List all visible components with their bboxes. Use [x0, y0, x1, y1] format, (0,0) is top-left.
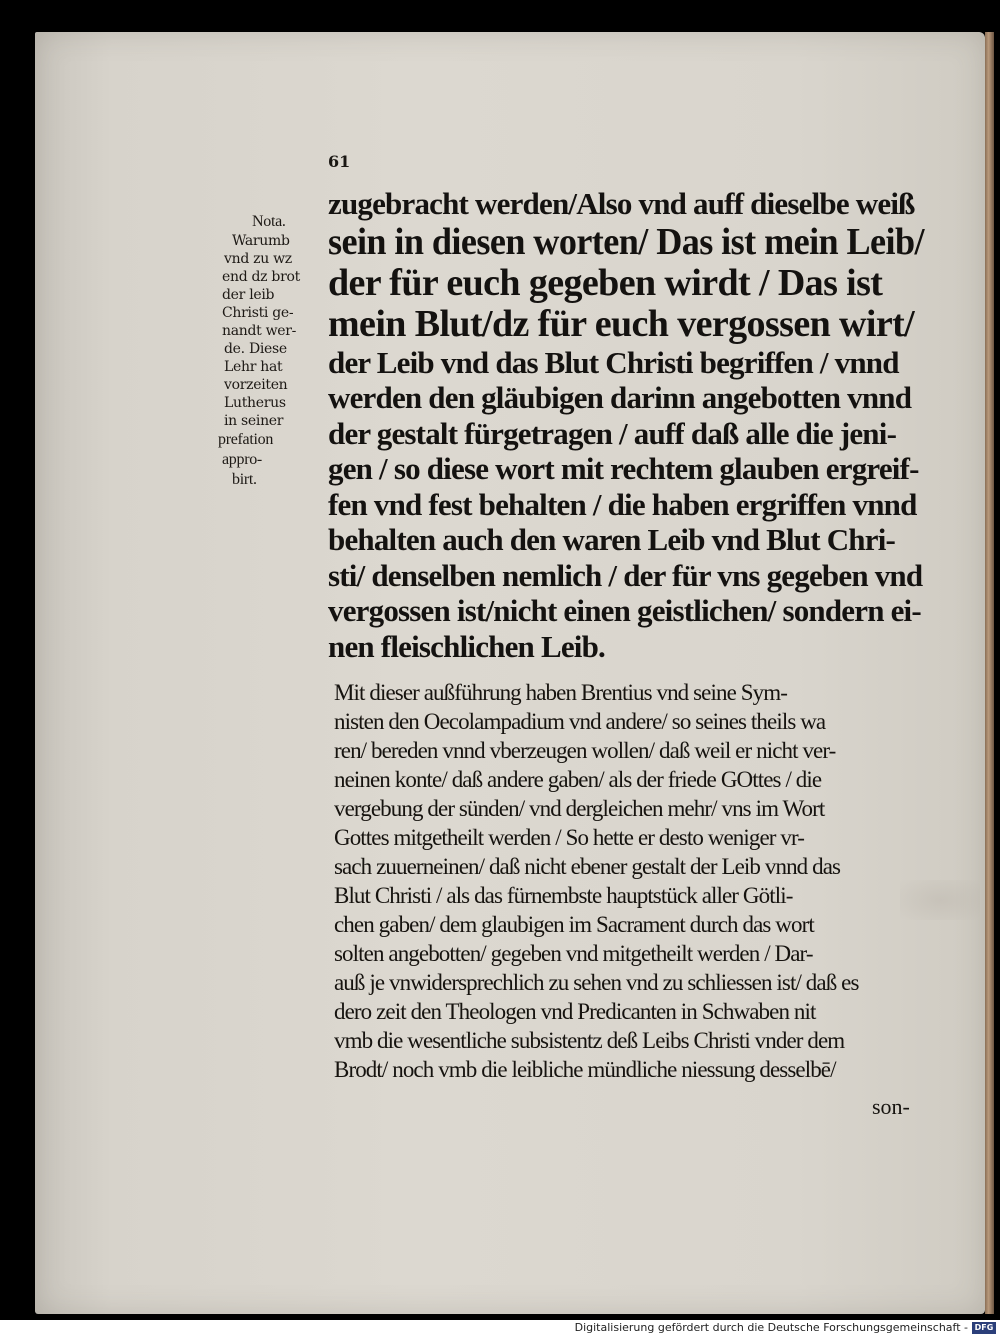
marginal-line: der leib [222, 287, 275, 303]
text-line: Gottes mitgetheilt werden / So hette er desto weniger vr- [334, 825, 805, 850]
marginal-line: Lutherus [224, 395, 286, 411]
marginal-line: Lehr hat [224, 359, 283, 375]
text-line: der gestalt fürgetragen / auff daß alle die jeni- [328, 415, 897, 451]
text-line: chen gaben/ dem glaubigen im Sacrament durch das wort [334, 912, 814, 937]
marginal-line: nandt wer- [222, 323, 297, 339]
marginal-line: vorzeiten [224, 377, 288, 393]
text-line: Blut Christi / als das fürnembste hauptstück aller Götli- [334, 883, 793, 908]
text-line: ren/ bereden vnnd vberzeugen wollen/ daß weil er nicht ver- [334, 738, 836, 763]
main-text-small [334, 678, 928, 1084]
footer-bar [0, 1320, 1000, 1337]
text-line: nisten den Oecolampadium vnd andere/ so seines theils wa [334, 709, 826, 734]
catchword: son- [872, 1094, 910, 1119]
marginal-line: end dz brot [222, 269, 300, 285]
text-line: werden den gläubigen darinn angebotten vnnd [328, 380, 912, 415]
text-line: nen fleischlichen Leib. [328, 628, 605, 664]
marginal-line: vnd zu wz [224, 251, 292, 267]
text-line: neinen konte/ daß andere gaben/ als der friede GOttes / die [334, 767, 822, 792]
text-line: zugebracht werden/Also vnd auff dieselbe weiß [328, 186, 915, 221]
text-line: gen / so diese wort mit rechtem glauben ergreif- [328, 451, 919, 486]
marginal-line: in seiner [224, 413, 284, 429]
main-text-large [328, 186, 928, 664]
text-line: vergebung der sünden/ vnd dergleichen mehr/ vns im Wort [334, 796, 825, 821]
text-line: mein Blut/dz für euch vergossen wirt/ [328, 302, 915, 345]
marginal-line: appro- [222, 451, 262, 468]
text-line: Brodt/ noch vmb die leibliche mündliche niessung desselbē/ [334, 1057, 836, 1082]
marginal-line: birt. [232, 471, 257, 488]
text-line: behalten auch den waren Leib vnd Blut Chri- [328, 522, 896, 557]
text-line: der Leib vnd das Blut Christi begriffen / vnnd [328, 344, 899, 380]
marginal-note [218, 212, 326, 490]
folio-number: 61 [328, 152, 351, 171]
text-line: solten angebotten/ gegeben vnd mitgetheilt werden / Dar- [334, 941, 813, 966]
text-line: sti/ denselben nemlich / der für vns gegeben vnd [328, 557, 923, 593]
text-line: sein in diesen worten/ Das ist mein Leib/ [328, 220, 925, 263]
text-line: auß je vnwidersprechlich zu sehen vnd zu schliessen ist/ daß es [334, 970, 859, 995]
text-line: vergossen ist/nicht einen geistlichen/ sondern ei- [328, 593, 921, 628]
text-line: vmb die wesentliche subsistentz deß Leibs Christi vnder dem [334, 1028, 845, 1053]
text-line: der für euch gegeben wirdt / Das ist [328, 261, 883, 304]
marginal-line: prefation [218, 431, 274, 448]
book-edge [985, 32, 994, 1314]
text-line: Mit dieser außführung haben Brentius vnd seine Sym- [334, 680, 787, 705]
marginal-line: Christi ge- [222, 305, 294, 321]
marginal-line: Warumb [232, 233, 290, 249]
dfg-logo: DFG [972, 1322, 996, 1334]
text-line: dero zeit den Theologen vnd Predicanten in Schwaben nit [334, 999, 816, 1024]
marginal-line: Nota. [252, 213, 286, 230]
text-line: fen vnd fest behalten / die haben ergriffen vnnd [328, 486, 917, 522]
footer-credit: Digitalisierung gefördert durch die Deutsche Forschungsgemeinschaft - [574, 1321, 968, 1334]
marginal-line: de. Diese [224, 341, 287, 357]
text-line: sach zuuerneinen/ daß nicht ebener gestalt der Leib vnnd das [334, 854, 841, 879]
